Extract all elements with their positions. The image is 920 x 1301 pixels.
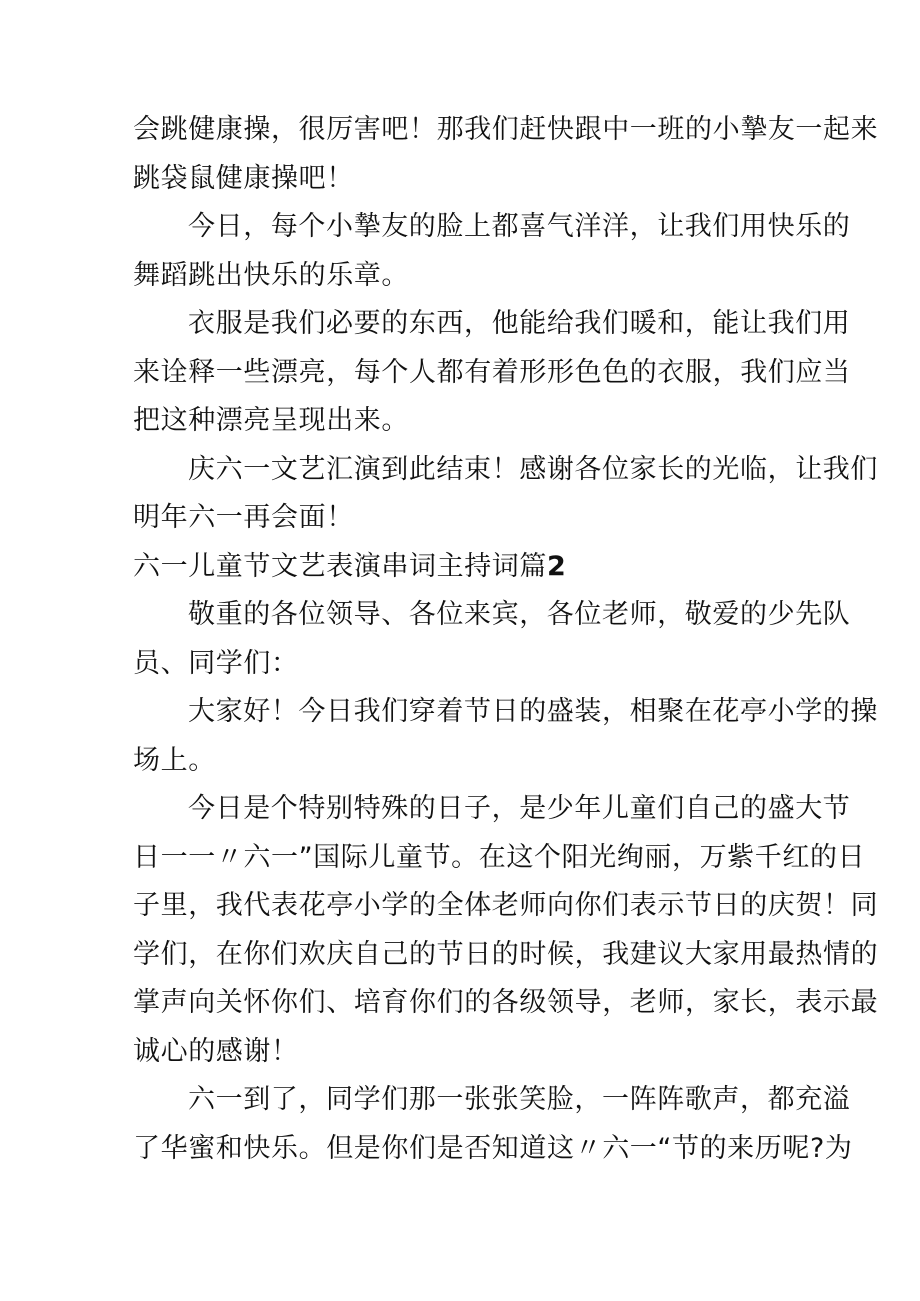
text-line: 今日是个特别特殊的日子，是少年儿童们自己的盛大节	[188, 793, 851, 824]
document-body	[133, 106, 879, 1173]
paragraph	[133, 785, 879, 1076]
text-line: 衣服是我们必要的东西，他能给我们暖和，能让我们用	[188, 308, 851, 339]
paragraph	[133, 1076, 853, 1173]
text-line: 今日，每个小摯友的脸上都喜气洋洋，让我们用快乐的	[188, 211, 851, 242]
text-line: 会跳健康操，很厉害吧！那我们赶快跟中一班的小摯友一起来	[133, 114, 879, 145]
text-line: 学们，在你们欢庆自己的节日的时候，我建议大家用最热情的	[133, 938, 879, 970]
text-line: 日一一〃六一”国际儿童节。在这个阳光绚丽，万紫千红的日	[133, 841, 866, 873]
top-section	[133, 106, 879, 543]
paragraph	[133, 300, 851, 446]
text-line: 舞蹈跳出快乐的乐章。	[133, 259, 409, 291]
text-line: 掌声向关怀你们、培育你们的各级领导，老师，家长，表示最	[133, 987, 879, 1018]
text-line: 了华蜜和快乐。但是你们是否知道这〃六一“节的来历呢?为	[133, 1132, 853, 1164]
paragraph	[133, 106, 879, 203]
text-line: 诚心的感谢！	[133, 1035, 299, 1067]
paragraph	[133, 446, 878, 543]
text-line: 跳袋鼠健康操吧！	[133, 162, 354, 194]
paragraph	[133, 591, 851, 688]
bottom-section	[133, 591, 879, 1173]
text-line: 大家好！今日我们穿着节日的盛装，相聚在花亭小学的操	[188, 696, 878, 727]
text-line: 六一到了，同学们那一张张笑脸，一阵阵歌声，都充溢	[188, 1084, 851, 1115]
text-line: 来诠释一些漂亮，每个人都有着形形色色的衣服，我们应当	[133, 356, 851, 388]
paragraph	[133, 203, 851, 300]
paragraph	[133, 688, 878, 785]
text-line: 庆六一文艺汇演到此结束！感谢各位家长的光临，让我们	[188, 453, 878, 485]
section-heading-number: 2	[547, 550, 567, 582]
text-line: 敬重的各位领导、各位来宾，各位老师，敬爱的少先队	[188, 599, 851, 630]
text-line: 明年六一再会面！	[133, 502, 354, 533]
section-heading	[133, 543, 793, 592]
text-line: 员、同学们：	[133, 647, 299, 679]
text-line: 把这种漂亮呈现出来。	[133, 405, 409, 436]
text-line: 子里，我代表花亭小学的全体老师向你们表示节日的庆贺！同	[133, 890, 879, 921]
section-heading-text: 六一儿童节文艺表演串词主持词篇	[133, 550, 547, 582]
text-line: 场上。	[133, 744, 216, 776]
